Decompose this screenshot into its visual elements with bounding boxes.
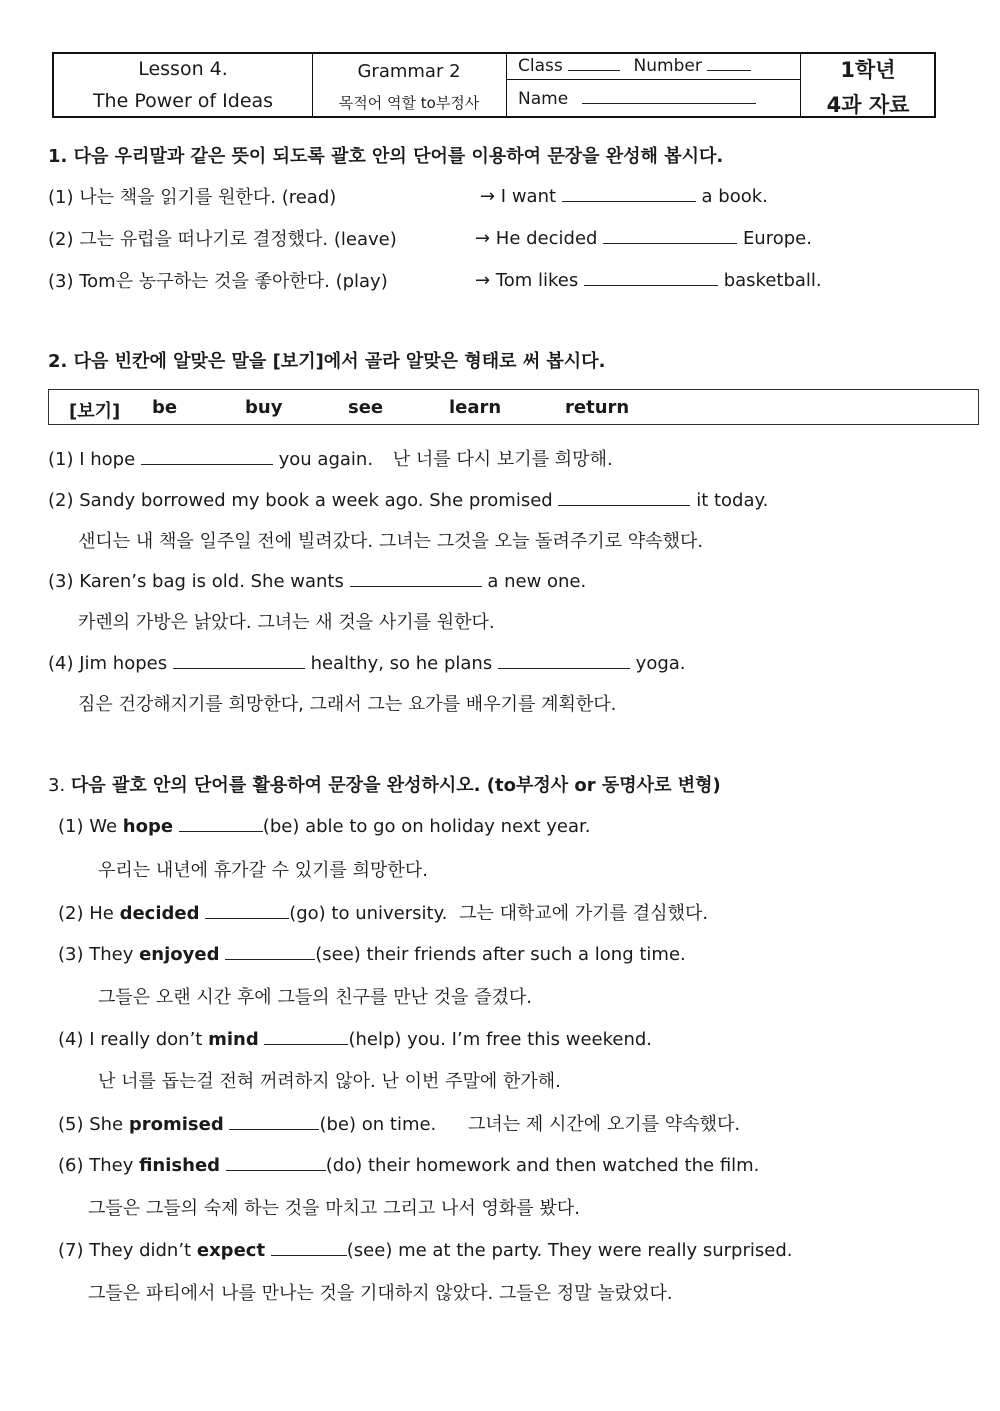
s1-item-1-korean: (1) 나는 책을 읽기를 원한다. (read) — [48, 187, 337, 208]
s3-item-3: (3) They enjoyed (see) their friends after such a long time. — [58, 941, 686, 965]
s1-item-1-english: → I want a book. — [480, 183, 768, 207]
s2-item-4-korean: 짐은 건강해지기를 희망한다, 그래서 그는 요가를 배우기를 계획한다. — [78, 694, 617, 715]
grammar-subtitle: 목적어 역할 to부정사 — [338, 94, 480, 112]
s1-item-2-blank[interactable] — [603, 225, 737, 244]
s3-item-7-blank[interactable] — [271, 1237, 347, 1256]
s3-item-7: (7) They didn’t expect (see) me at the party. They were really surprised. — [58, 1237, 792, 1261]
s2-item-2: (2) Sandy borrowed my book a week ago. She promised it today. — [48, 487, 768, 511]
s3-item-3-korean: 그들은 오랜 시간 후에 그들의 친구를 만난 것을 즐겼다. — [98, 987, 533, 1008]
number-label: Number — [633, 56, 702, 76]
s1-item-3-blank[interactable] — [584, 267, 718, 286]
class-label: Class — [518, 56, 563, 76]
name-field[interactable] — [582, 89, 756, 104]
s3-item-2: (2) He decided (go) to university. 그는 대학교에 가기를 결심했다. — [58, 899, 708, 925]
class-field[interactable] — [568, 56, 620, 71]
word-box — [48, 389, 979, 425]
s2-item-3: (3) Karen’s bag is old. She wants a new one. — [48, 568, 586, 592]
s2-item-2-blank[interactable] — [558, 487, 690, 506]
s2-item-1: (1) I hope you again. 난 너를 다시 보기를 희망해. — [48, 445, 613, 471]
s1-item-2-english: → He decided Europe. — [475, 225, 812, 249]
word-return: return — [565, 397, 630, 418]
s2-item-3-blank[interactable] — [350, 568, 482, 587]
grade-label: 1학년 — [840, 58, 896, 82]
word-buy: buy — [245, 397, 283, 418]
s2-item-4-blank-2[interactable] — [498, 650, 630, 669]
s3-item-6: (6) They finished (do) their homework and then watched the film. — [58, 1152, 759, 1176]
s1-item-3-korean: (3) Tom은 농구하는 것을 좋아한다. (play) — [48, 271, 388, 292]
s3-item-1-blank[interactable] — [179, 813, 263, 832]
word-be: be — [152, 397, 178, 418]
s3-item-1-korean: 우리는 내년에 휴가갈 수 있기를 희망한다. — [98, 860, 428, 881]
s2-item-2-korean: 샌디는 내 책을 일주일 전에 빌려갔다. 그녀는 그것을 오늘 돌려주기로 약속했다. — [78, 531, 704, 552]
s3-item-6-korean: 그들은 그들의 숙제 하는 것을 마치고 그리고 나서 영화를 봤다. — [88, 1198, 580, 1219]
s3-item-5-blank[interactable] — [229, 1111, 319, 1130]
s3-item-4-blank[interactable] — [264, 1026, 348, 1045]
s3-item-5: (5) She promised (be) on time. 그녀는 제 시간에 오기를 약속했다. — [58, 1110, 740, 1136]
section-3-title: 3. 다음 괄호 안의 단어를 활용하여 문장을 완성하시오. (to부정사 or 동명사로 변형) — [48, 775, 721, 796]
lesson-title: The Power of Ideas — [92, 90, 274, 112]
s2-item-1-blank[interactable] — [141, 446, 273, 465]
s3-item-2-blank[interactable] — [205, 900, 289, 919]
material-label: 4과 자료 — [826, 93, 910, 117]
s3-item-4: (4) I really don’t mind (help) you. I’m free this weekend. — [58, 1026, 652, 1050]
section-1-title: 1. 다음 우리말과 같은 뜻이 되도록 괄호 안의 단어를 이용하여 문장을 완성해 봅시다. — [48, 146, 724, 167]
s3-item-3-blank[interactable] — [225, 941, 315, 960]
s2-item-4-blank-1[interactable] — [173, 650, 305, 669]
s2-item-4: (4) Jim hopes healthy, so he plans yoga. — [48, 650, 686, 674]
s1-item-3-english: → Tom likes basketball. — [475, 267, 822, 291]
s3-item-4-korean: 난 너를 돕는걸 전혀 꺼려하지 않아. 난 이번 주말에 한가해. — [98, 1071, 561, 1092]
s3-item-7-korean: 그들은 파티에서 나를 만나는 것을 기대하지 않았다. 그들은 정말 놀랐었다. — [88, 1283, 673, 1304]
word-box-label: [보기] — [69, 401, 121, 422]
s1-item-2-korean: (2) 그는 유럽을 떠나기로 결정했다. (leave) — [48, 229, 397, 250]
s3-item-6-blank[interactable] — [226, 1152, 326, 1171]
number-field[interactable] — [707, 56, 751, 71]
s3-item-1: (1) We hope (be) able to go on holiday next year. — [58, 813, 591, 837]
s2-item-3-korean: 카렌의 가방은 낡았다. 그녀는 새 것을 사기를 원한다. — [78, 612, 495, 633]
name-label: Name — [518, 89, 569, 109]
section-2-title: 2. 다음 빈칸에 알맞은 말을 [보기]에서 골라 알맞은 형태로 써 봅시다. — [48, 351, 606, 372]
lesson-number: Lesson 4. — [138, 58, 228, 80]
word-learn: learn — [449, 397, 502, 418]
word-see: see — [348, 397, 384, 418]
grammar-label: Grammar 2 — [357, 61, 461, 82]
s1-item-1-blank[interactable] — [562, 183, 696, 202]
worksheet-header — [52, 52, 936, 118]
